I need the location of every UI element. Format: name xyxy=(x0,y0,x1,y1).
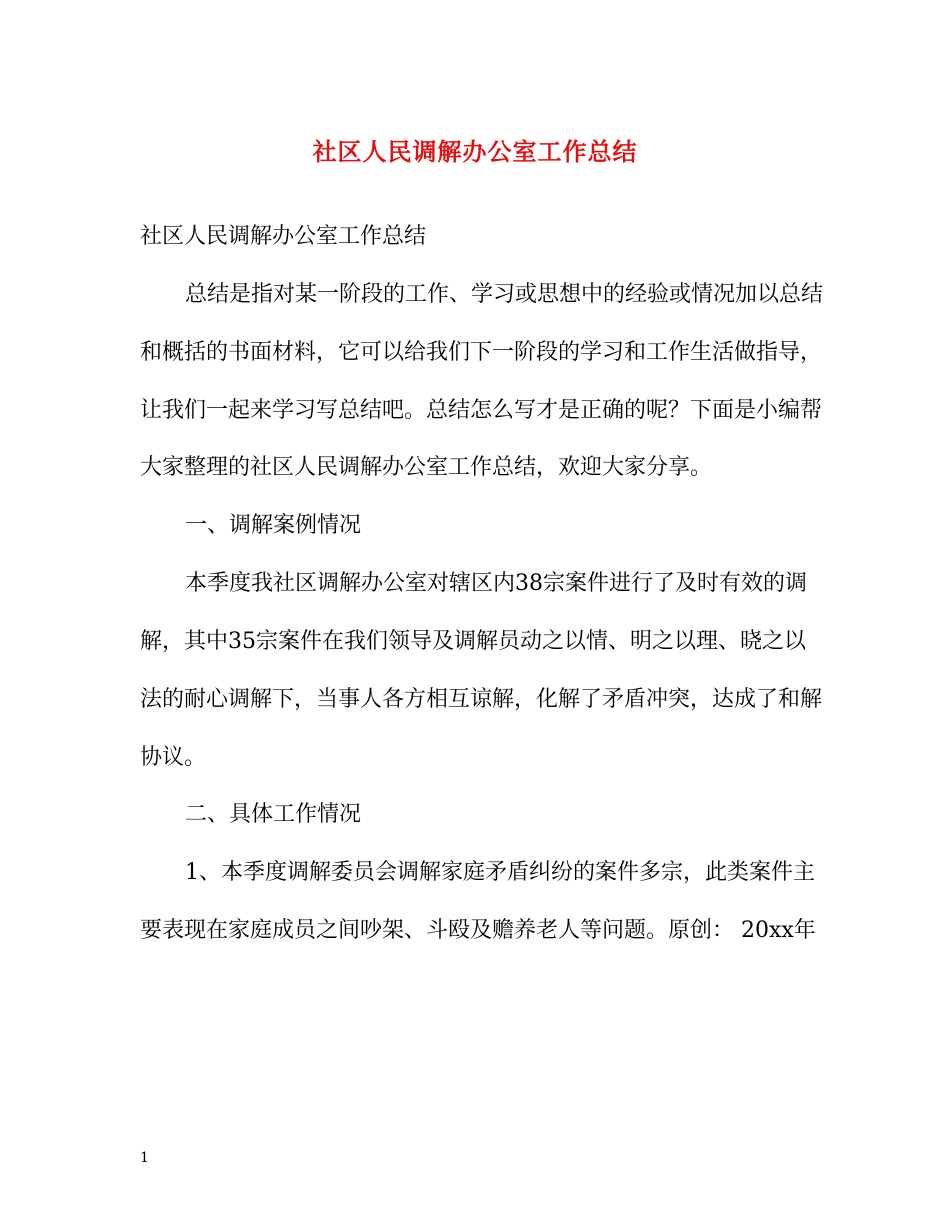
document-title: 社区人民调解办公室工作总结 xyxy=(312,137,638,166)
paragraph-line: 1、本季度调解委员会调解家庭矛盾纠纷的案件多宗，此类案件主 xyxy=(185,860,815,885)
paragraph-line: 大家整理的社区人民调解办公室工作总结，欢迎大家分享。 xyxy=(140,455,713,480)
paragraph-line: 协议。 xyxy=(140,745,207,770)
section-heading: 二、具体工作情况 xyxy=(185,802,362,827)
page-number: 1 xyxy=(140,1150,149,1166)
section-heading: 一、调解案例情况 xyxy=(185,513,362,538)
paragraph-line: 总结是指对某一阶段的工作、学习或思想中的经验或情况加以总结 xyxy=(185,282,824,307)
paragraph-line: 法的耐心调解下，当事人各方相互谅解，化解了矛盾冲突，达成了和解 xyxy=(140,687,823,712)
paragraph-line: 让我们一起来学习写总结吧。总结怎么写才是正确的呢？下面是小编帮 xyxy=(140,398,823,423)
paragraph-line: 本季度我社区调解办公室对辖区内38宗案件进行了及时有效的调 xyxy=(185,571,807,596)
subtitle-line: 社区人民调解办公室工作总结 xyxy=(140,224,427,249)
paragraph-line: 要表现在家庭成员之间吵架、斗殴及赡养老人等问题。原创： 20xx年 xyxy=(140,918,816,943)
paragraph-line: 和概括的书面材料，它可以给我们下一阶段的学习和工作生活做指导， xyxy=(140,340,823,365)
paragraph-line: 解，其中35宗案件在我们领导及调解员动之以情、明之以理、晓之以 xyxy=(140,629,806,654)
